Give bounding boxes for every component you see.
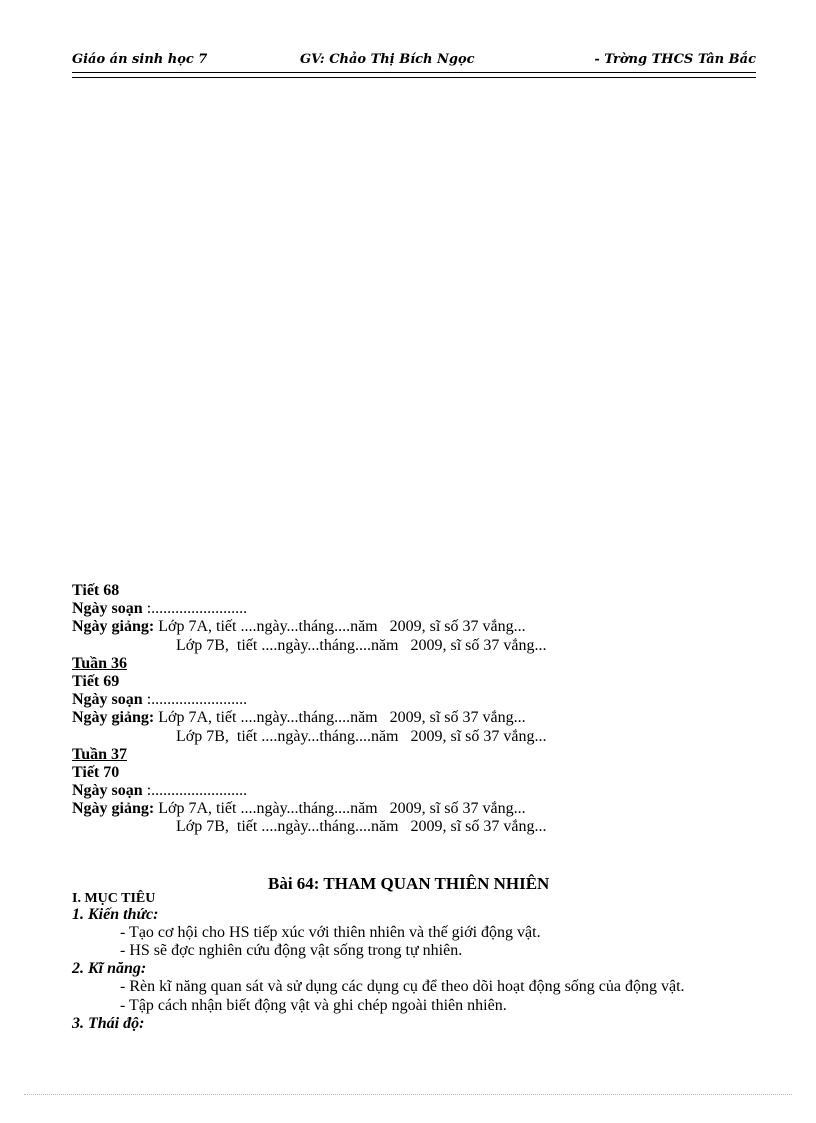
teach-date-70-b [72,818,772,836]
prep-date-69 [72,691,772,709]
objectives-heading: I. MỤC TIÊU [72,891,156,906]
prep-value: :........................ [142,782,248,800]
prep-label: Ngày soạn [72,600,143,618]
teach-class-7a: Lớp 7A, tiết ....ngày...tháng....năm 2009, sĩ số 37 vắng... [154,618,526,636]
page-header [72,52,756,72]
lesson-title: Bài 64: THAM QUAN THIÊN NHIÊN [268,874,550,893]
teach-label: Ngày giảng: [72,618,155,636]
teach-date-68-b [72,637,772,655]
teach-date-68-a [72,618,772,636]
prep-value: :........................ [142,600,248,618]
teach-label: Ngày giảng: [72,800,155,818]
period-69: Tiết 69 [72,672,120,690]
period-70: Tiết 70 [72,763,120,781]
teach-class-7b: Lớp 7B, tiết ....ngày...tháng....năm 2009, sĩ số 37 vắng... [176,818,547,836]
objectives-section [72,892,770,1033]
week-37: Tuần 37 [72,745,127,763]
prep-label: Ngày soạn [72,782,143,800]
schedule-block [72,582,772,837]
skills-item-2: - Tập cách nhận biết động vật và ghi chép ngoài thiên nhiên. [120,996,507,1014]
prep-date-70 [72,782,772,800]
knowledge-item-1: - Tạo cơ hội cho HS tiếp xúc với thiên nhiên và thế giới động vật. [120,924,541,941]
period-68: Tiết 68 [72,582,120,599]
knowledge-item-2: - HS sẽ đợc nghiên cứu động vật sống trong tự nhiên. [120,942,463,960]
teach-class-7b: Lớp 7B, tiết ....ngày...tháng....năm 2009, sĩ số 37 vắng... [176,727,547,745]
teach-class-7b: Lớp 7B, tiết ....ngày...tháng....năm 2009, sĩ số 37 vắng... [176,636,547,654]
prep-label: Ngày soạn [72,691,143,709]
teach-label: Ngày giảng: [72,709,155,727]
footer-rule [24,1094,792,1095]
teach-date-69-b [72,728,772,746]
teach-date-69-a [72,709,772,727]
knowledge-heading: 1. Kiến thức: [72,906,159,923]
skills-item-1: - Rèn kĩ năng quan sát và sử dụng các dụng cụ để theo dõi hoạt động sống của động vật. [120,978,685,996]
week-36: Tuần 36 [72,654,127,672]
teach-class-7a: Lớp 7A, tiết ....ngày...tháng....năm 2009, sĩ số 37 vắng... [154,709,526,727]
attitude-heading: 3. Thái độ: [72,1014,145,1032]
prep-value: :........................ [142,691,248,709]
teach-date-70-a [72,800,772,818]
header-teacher: GV: Chảo Thị Bích Ngọc [300,52,475,67]
header-school: - Trờng THCS Tân Bắc [594,52,756,67]
header-rule [72,72,756,78]
header-subject: Giáo án sinh học 7 [72,52,208,67]
teach-class-7a: Lớp 7A, tiết ....ngày...tháng....năm 2009, sĩ số 37 vắng... [154,800,526,818]
skills-heading: 2. Kĩ năng: [72,960,147,978]
prep-date-68 [72,600,772,618]
